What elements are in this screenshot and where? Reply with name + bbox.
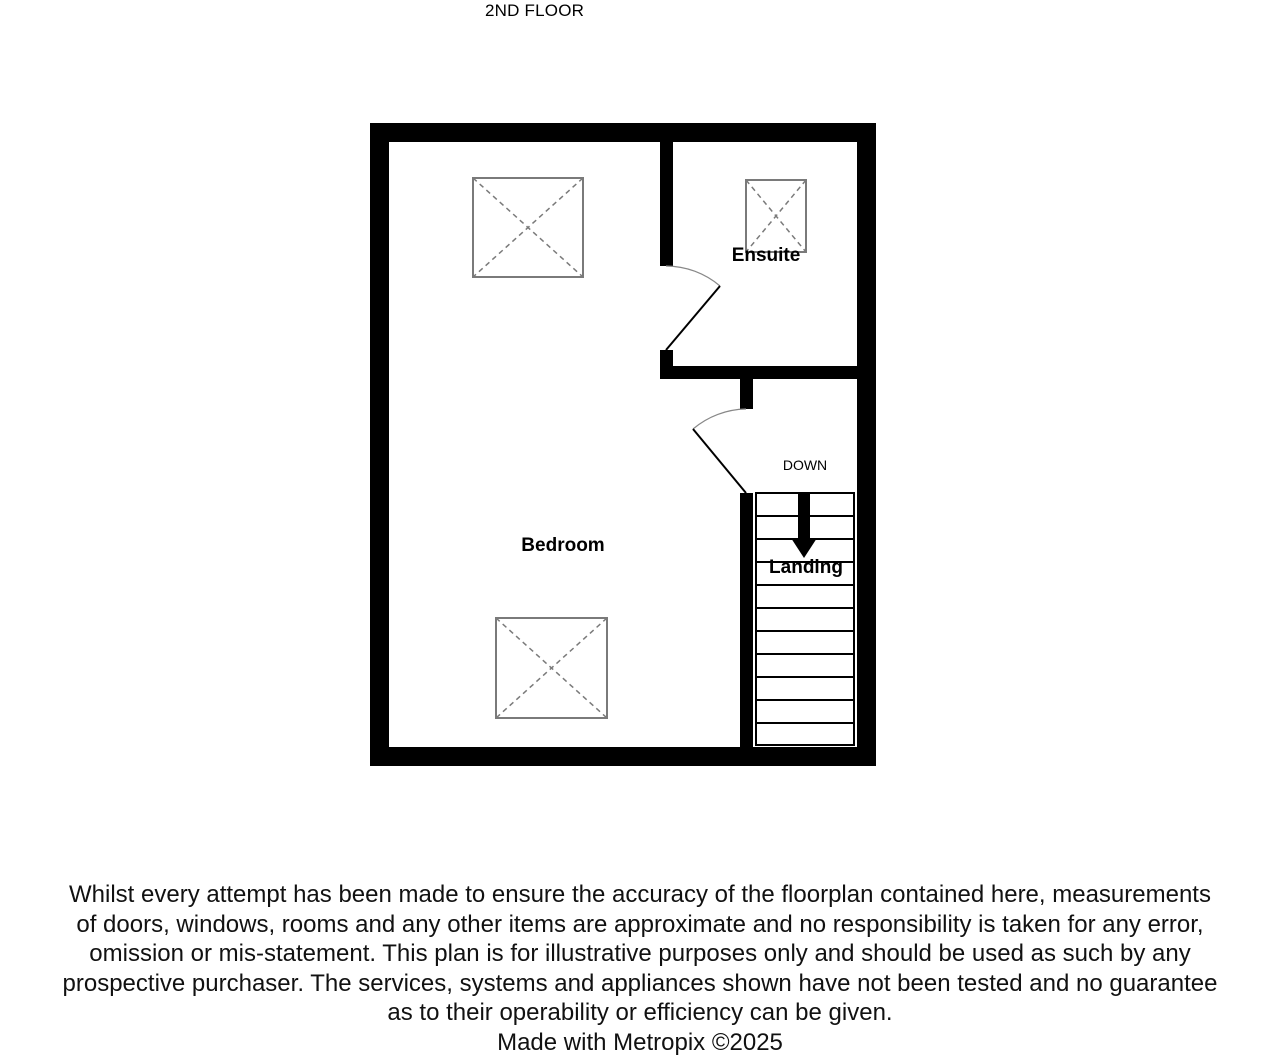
ensuite-door [666,266,720,350]
landing-wall-stub [740,379,753,409]
wall-bottom [370,747,876,766]
disclaimer-line: prospective purchaser. The services, systems and appliances shown have not been tested and no guarantee [62,969,1218,997]
ensuite-wall-upper [660,142,673,266]
skylight-bedroom-upper [473,178,583,277]
room-label-landing: Landing [769,557,843,578]
skylight-ensuite [746,180,806,252]
disclaimer-line: of doors, windows, rooms and any other items are approximate and no responsibility is taken for any error, [76,910,1204,938]
floor-title: 2ND FLOOR [485,1,585,20]
door-leaf [666,286,720,350]
disclaimer-line: as to their operability or efficiency can be given. [387,999,893,1026]
stair-wall [740,493,753,747]
wall-left [370,123,389,766]
room-label-bedroom: Bedroom [521,535,605,556]
door-swing-arc [693,409,746,429]
skylight-bedroom-lower [496,618,607,718]
disclaimer [0,880,1280,1057]
door-swing-arc [666,266,720,286]
wall-top [370,123,876,142]
ensuite-wall-bottom [660,366,857,379]
disclaimer-line: omission or mis-statement. This plan is for illustrative purposes only and should be used as such by any [89,940,1191,967]
stairs-direction-label: DOWN [782,457,828,473]
wall-right [857,123,876,766]
staircase [756,493,854,745]
landing-door [693,409,746,493]
door-leaf [693,429,746,493]
disclaimer-line: Whilst every attempt has been made to ensure the accuracy of the floorplan contained here, measurements [69,881,1211,908]
room-label-ensuite: Ensuite [731,245,801,266]
credit-line: Made with Metropix ©2025 [497,1028,783,1056]
